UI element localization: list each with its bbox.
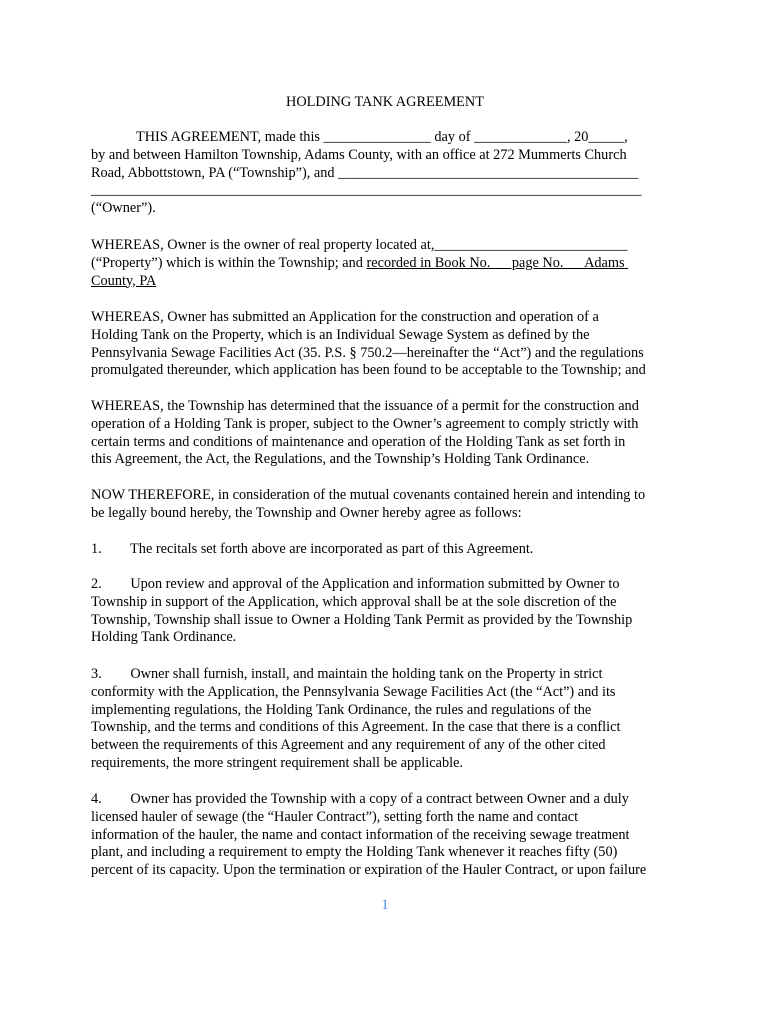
whereas-line: WHEREAS, the Township has determined that the issuance of a permit for the construction and <box>91 398 639 414</box>
intro-paragraph <box>91 129 691 218</box>
whereas-application-paragraph <box>91 309 691 380</box>
whereas-line: Holding Tank on the Property, which is an Individual Sewage System as defined by the <box>91 326 590 343</box>
clause-line: 1. The recitals set forth above are incorporated as part of this Agreement. <box>91 541 534 557</box>
whereas-line: Pennsylvania Sewage Facilities Act (35. P.S. § 750.2—hereinafter the “Act”) and the regulations <box>91 344 644 361</box>
intro-line: THIS AGREEMENT, made this _______________ day of _____________, 20_____, <box>136 129 628 145</box>
now-therefore-paragraph <box>91 487 691 523</box>
intro-line: _____________________________________________________________________________ <box>91 182 642 199</box>
clause-line: 3. Owner shall furnish, install, and maintain the holding tank on the Property in strict <box>91 666 603 682</box>
whereas-line: WHEREAS, Owner has submitted an Application for the construction and operation of a <box>91 309 599 325</box>
whereas-property-paragraph <box>91 237 691 290</box>
clause-4 <box>91 791 691 880</box>
clause-line: 4. Owner has provided the Township with a copy of a contract between Owner and a duly <box>91 791 629 807</box>
whereas-line: operation of a Holding Tank is proper, subject to the Owner’s agreement to comply strictly with <box>91 415 639 432</box>
whereas-line <box>91 273 691 291</box>
clause-line: Township, Township shall issue to Owner a Holding Tank Permit as provided by the Township <box>91 611 633 628</box>
whereas-line: promulgated thereunder, which application has been found to be acceptable to the Township; and <box>91 362 646 379</box>
clause-3 <box>91 666 691 773</box>
whereas-line: this Agreement, the Act, the Regulations, and the Township’s Holding Tank Ordinance. <box>91 451 590 468</box>
clause-line: Holding Tank Ordinance. <box>91 629 237 646</box>
whereas-line: WHEREAS, Owner is the owner of real property located at,___________________________ <box>91 237 628 253</box>
page-number: 1 <box>381 897 389 913</box>
clause-line: Township in support of the Application, which approval shall be at the sole discretion of the <box>91 593 617 610</box>
clause-line: licensed hauler of sewage (the “Hauler Contract”), setting forth the name and contact <box>91 808 579 825</box>
clause-line: percent of its capacity. Upon the termination or expiration of the Hauler Contract, or upon failure <box>91 862 647 879</box>
intro-line: by and between Hamilton Township, Adams County, with an office at 272 Mummerts Church <box>91 146 627 163</box>
whereas-line <box>91 255 691 273</box>
whereas-plain-text: (“Property”) which is within the Township; and <box>91 254 367 271</box>
intro-line: Road, Abbottstown, PA (“Township”), and __________________________________________ <box>91 164 639 181</box>
whereas-permit-paragraph <box>91 398 691 469</box>
county-text: County, PA <box>91 272 157 289</box>
clause-line: Township, and the terms and conditions of this Agreement. In the case that there is a conflict <box>91 719 621 736</box>
clause-line: plant, and including a requirement to empty the Holding Tank whenever it reaches fifty (50) <box>91 844 618 861</box>
now-therefore-line: NOW THEREFORE, in consideration of the mutual covenants contained herein and intending to <box>91 487 646 503</box>
clause-line: conformity with the Application, the Pennsylvania Sewage Facilities Act (the “Act”) and its <box>91 683 616 700</box>
document-title: HOLDING TANK AGREEMENT <box>286 94 484 110</box>
clause-line: implementing regulations, the Holding Tank Ordinance, the rules and regulations of the <box>91 701 592 718</box>
whereas-line: certain terms and conditions of maintenance and operation of the Holding Tank as set forth in <box>91 433 626 450</box>
now-therefore-line: be legally bound hereby, the Township and Owner hereby agree as follows: <box>91 504 522 521</box>
recorded-book-text: recorded in Book No. page No. Adams <box>366 254 629 271</box>
clause-2 <box>91 576 691 647</box>
clause-1 <box>91 541 691 559</box>
clause-line: between the requirements of this Agreement and any requirement of any of the other cited <box>91 737 606 754</box>
clause-line: 2. Upon review and approval of the Application and information submitted by Owner to <box>91 576 620 592</box>
clause-line: information of the hauler, the name and contact information of the receiving sewage treatment <box>91 826 630 843</box>
intro-line: (“Owner”). <box>91 200 156 217</box>
clause-line: requirements, the more stringent requirement shall be applicable. <box>91 754 463 771</box>
